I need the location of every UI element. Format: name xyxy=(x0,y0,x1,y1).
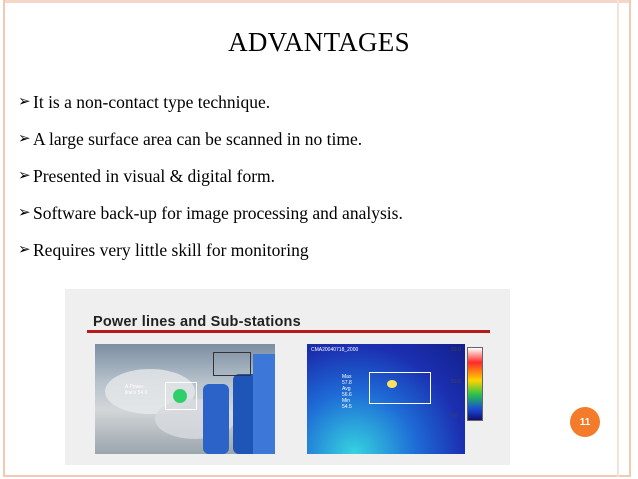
bullet-text: Presented in visual & digital form. xyxy=(33,166,276,186)
bullet-item xyxy=(18,121,403,158)
scale-label-top: 59.0 xyxy=(451,347,461,353)
panel-heading: Power lines and Sub-stations xyxy=(93,314,301,330)
insulator-shape xyxy=(203,384,229,454)
insulator-shape xyxy=(253,354,275,454)
slide-title: ADVANTAGES xyxy=(228,27,410,57)
bullet-item xyxy=(18,232,403,269)
photo-tag: A Power line's 54.0 xyxy=(125,384,148,396)
bullet-list xyxy=(18,84,403,269)
bullet-text: A large surface area can be scanned in no time. xyxy=(33,129,363,149)
bullet-item xyxy=(18,195,403,232)
arrow-right-icon: ➢ xyxy=(18,94,31,110)
highlight-box xyxy=(165,382,197,410)
arrow-right-icon: ➢ xyxy=(18,131,31,147)
ir-stats: Max 57.8 Avg 56.6 Min 54.5 xyxy=(342,374,352,410)
bullet-item xyxy=(18,158,403,195)
arrow-right-icon: ➢ xyxy=(18,205,31,221)
ir-hot-spot xyxy=(387,380,397,388)
ir-header-text: CMA20040718_2000 xyxy=(311,347,359,353)
slide-frame-inner xyxy=(617,0,619,477)
page-number-badge: 11 xyxy=(570,407,600,437)
thermography-image-panel xyxy=(65,289,510,465)
temperature-scale-bar xyxy=(467,347,483,421)
highlight-box xyxy=(213,352,251,376)
arrow-right-icon: ➢ xyxy=(18,242,31,258)
bullet-text: It is a non-contact type technique. xyxy=(33,92,271,112)
bullet-text: Requires very little skill for monitoring xyxy=(33,240,309,260)
infrared-thermogram xyxy=(307,344,465,454)
panel-heading-rule xyxy=(87,330,490,333)
bullet-text: Software back-up for image processing and analysis. xyxy=(33,203,403,223)
arrow-right-icon: ➢ xyxy=(18,168,31,184)
bullet-item xyxy=(18,84,403,121)
substation-photo xyxy=(95,344,275,454)
scale-label-mid: 50.0 xyxy=(451,379,461,385)
scale-label-bottom: 0.0 xyxy=(451,413,458,419)
ir-highlight-box xyxy=(369,372,431,404)
